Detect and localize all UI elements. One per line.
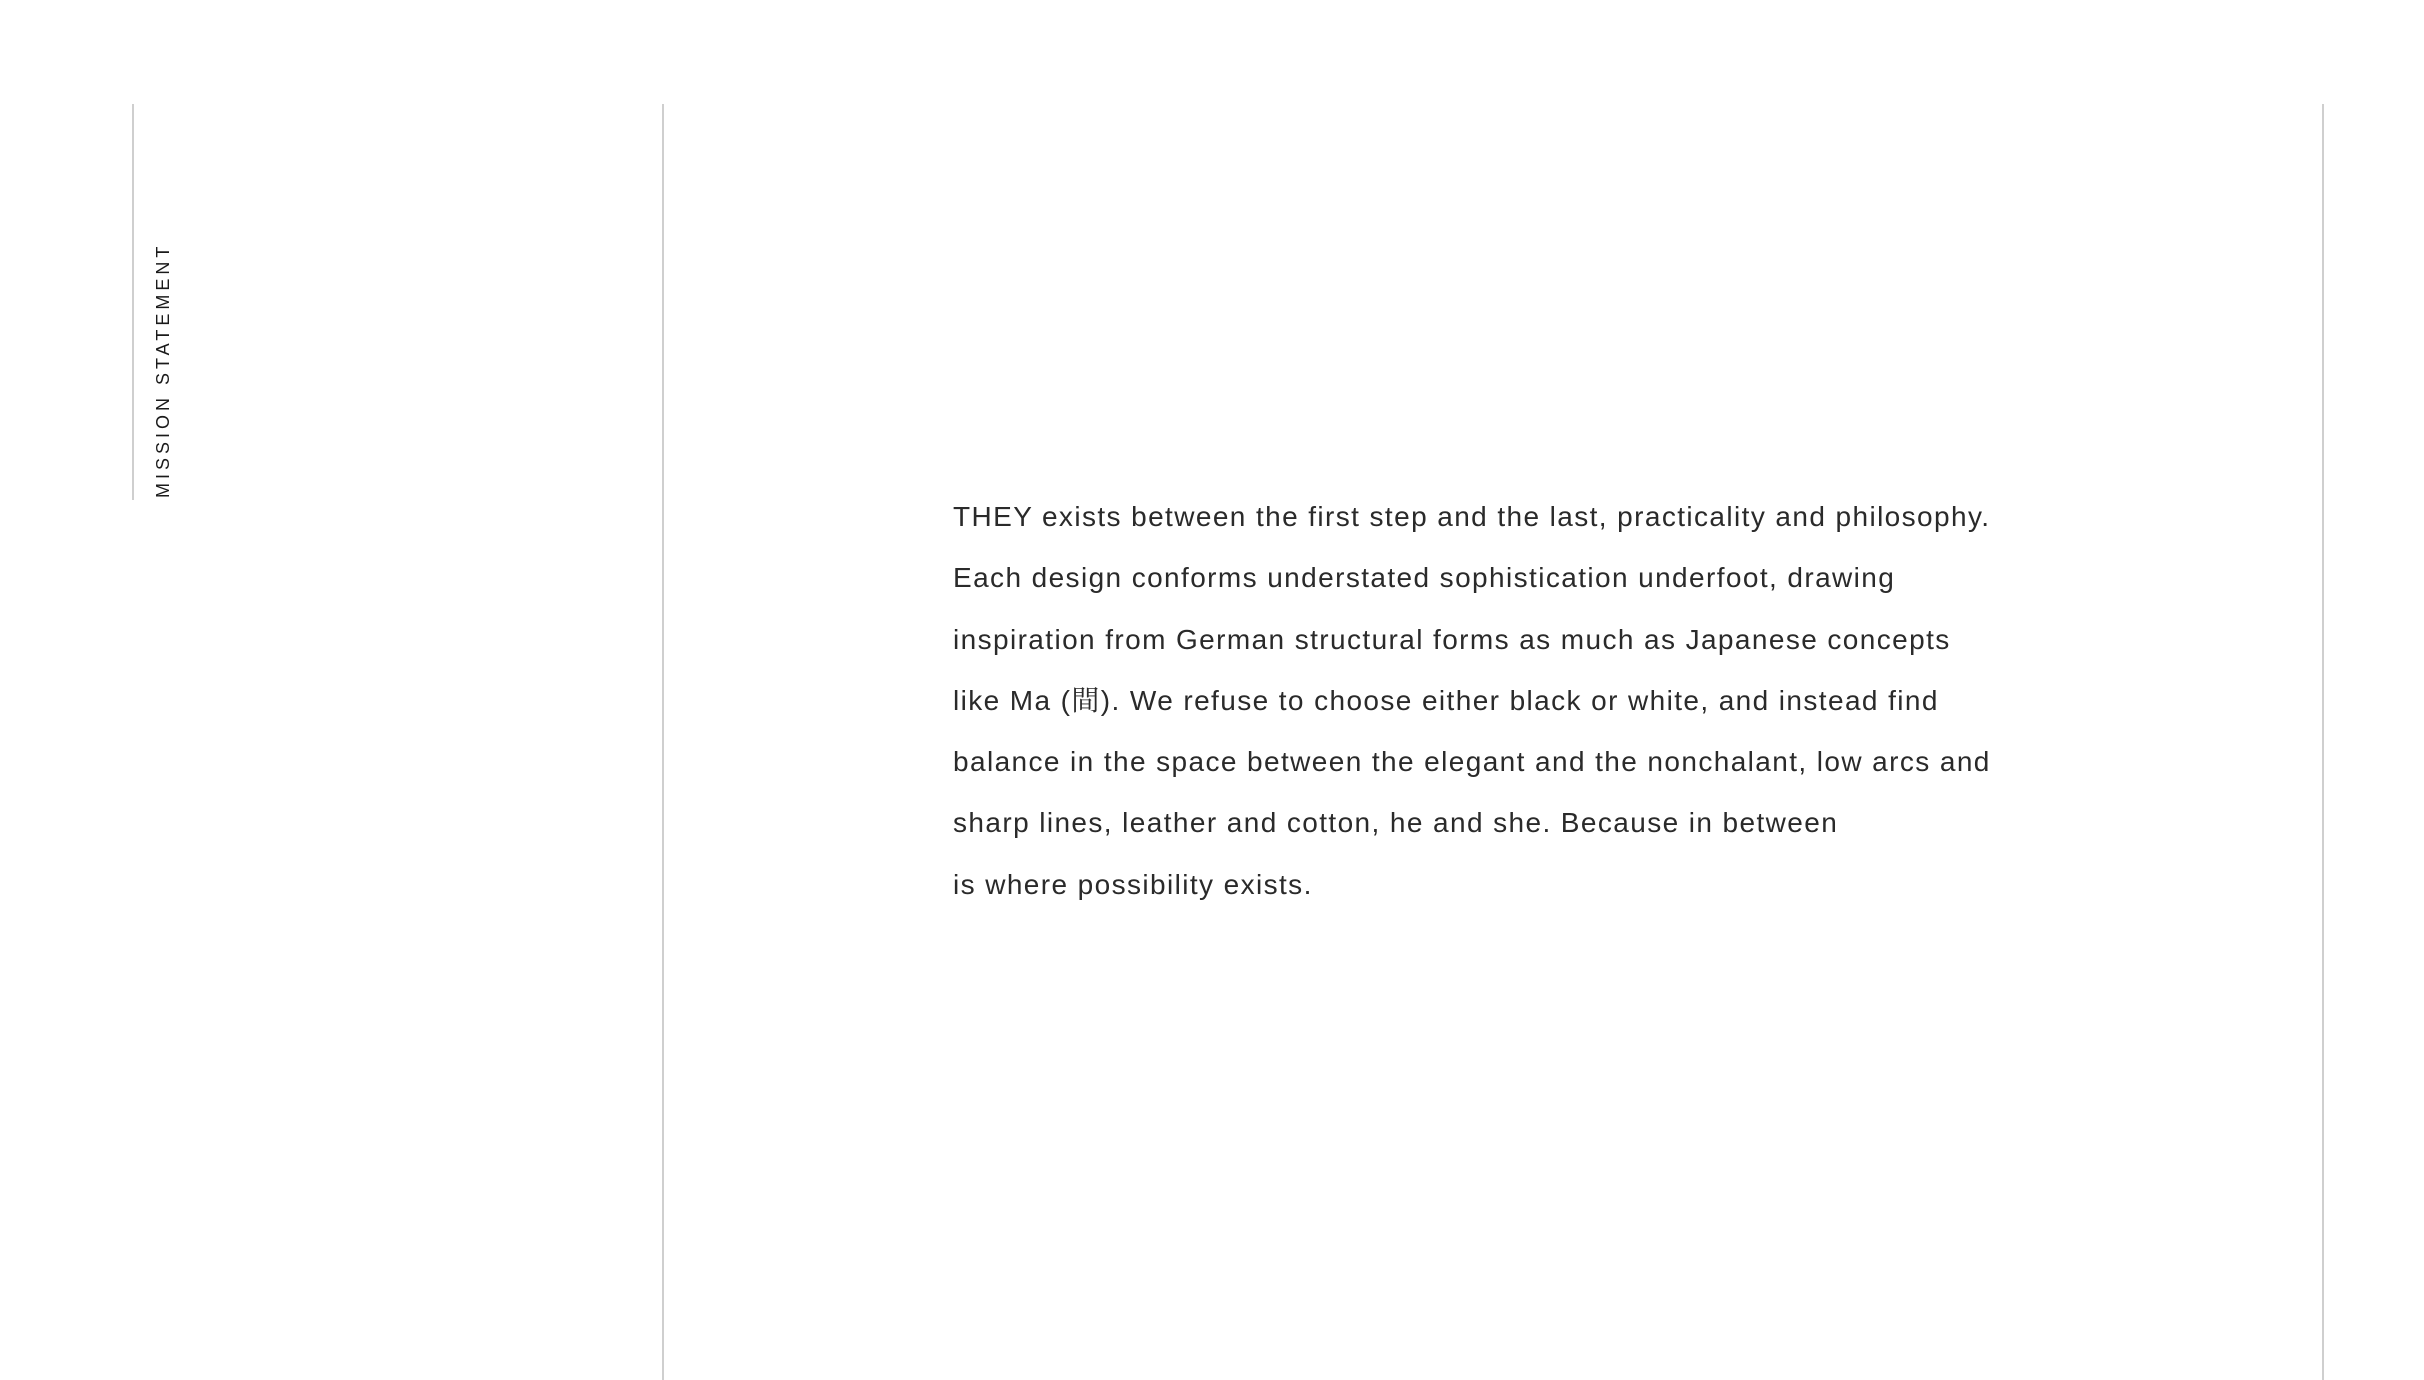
section-label: MISSION STATEMENT — [153, 242, 173, 498]
statement-line: Each design conforms understated sophistication underfoot, drawing — [953, 562, 1896, 594]
statement-line: inspiration from German structural forms as much as Japanese concepts — [953, 623, 1951, 655]
left-divider-line — [132, 104, 134, 500]
mission-statement-text — [953, 486, 2073, 915]
statement-line: balance in the space between the elegant and the nonchalant, low arcs and — [953, 746, 1991, 778]
center-divider-line — [662, 104, 664, 1380]
right-divider-line — [2322, 104, 2324, 1380]
statement-line: THEY exists between the first step and the last, practicality and philosophy. — [953, 501, 1991, 532]
statement-line: like Ma (間). We refuse to choose either black or white, and instead find — [953, 684, 1939, 716]
statement-line: is where possibility exists. — [953, 868, 1313, 900]
statement-line: sharp lines, leather and cotton, he and she. Because in between — [953, 807, 1839, 839]
